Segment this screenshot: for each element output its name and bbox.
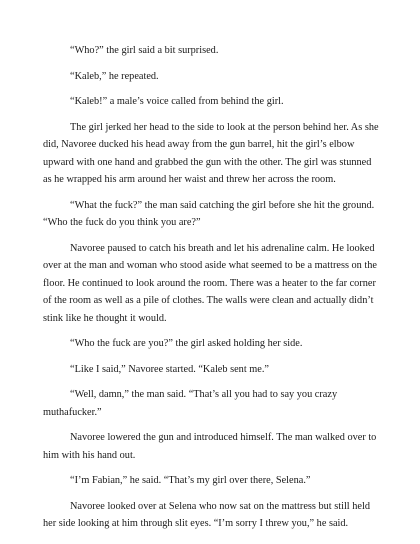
document-body — [43, 42, 379, 541]
paragraph: “Like I said,” Navoree started. “Kaleb sent me.” — [70, 363, 269, 375]
paragraph: “Kaleb,” he repeated. — [70, 70, 159, 82]
paragraph: “What the fuck?” the man said catching the girl before she hit the ground. “Who the fuck do you think you are?” — [43, 199, 375, 228]
paragraph: “Kaleb!” a male’s voice called from behind the girl. — [70, 96, 284, 107]
paragraph: “I’m Fabian,” he said. “That’s my girl over there, Selena.” — [70, 475, 311, 486]
paragraph: Navoree lowered the gun and introduced himself. The man walked over to him with his hand out. — [43, 432, 377, 461]
paragraph: The girl jerked her head to the side to look at the person behind her. As she did, Navoree ducked his head away from the gun barrel, hit the girl’s elbow upward with one hand and grabbed the gun with the other. The girl was stunned as he wrapped his arm around her waist and threw her across the room. — [43, 121, 379, 185]
paragraph: “Well, damn,” the man said. “That’s all you had to say you crazy muthafucker.” — [43, 389, 338, 418]
paragraph: Navoree paused to catch his breath and let his adrenaline calm. He looked over at the man and woman who stood aside what seemed to be a mattress on the floor. He continued to look around the room. There was a heater to the far corner of the room as well as a pile of clothes. The walls were clean and actually didn’t stink like he thought it would. — [43, 242, 377, 324]
paragraph: “Who the fuck are you?” the girl asked holding her side. — [70, 338, 303, 349]
paragraph: “Who?” the girl said a bit surprised. — [70, 45, 219, 56]
paragraph: Navoree looked over at Selena who now sat on the mattress but still held her side looking at him through slit eyes. “I’m sorry I threw you,” he said. — [43, 500, 370, 529]
